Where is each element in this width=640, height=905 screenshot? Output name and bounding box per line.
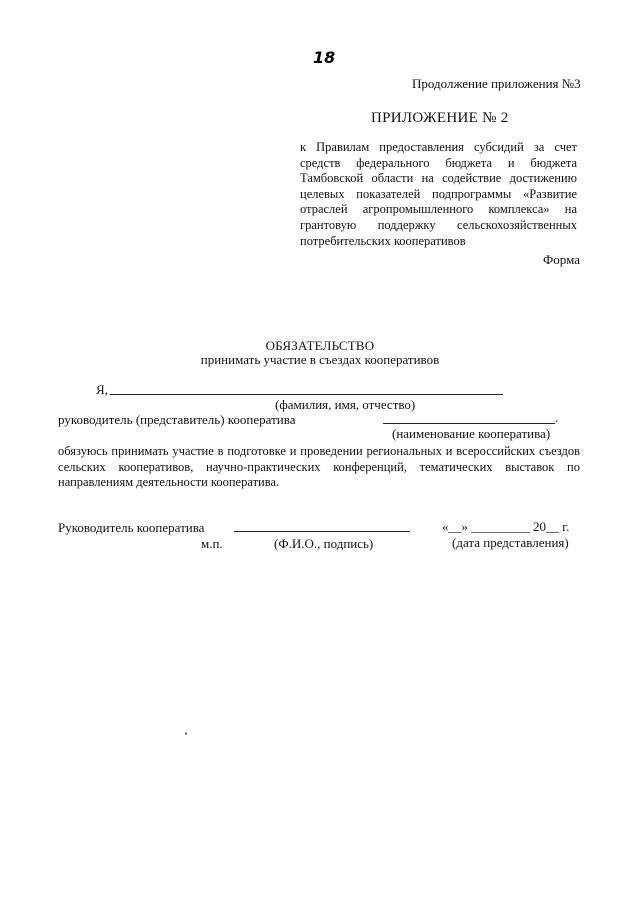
representative-label: руководитель (представитель) кооператива [58,412,296,427]
caption-cooperative-name: (наименование кооператива) [392,426,551,441]
caption-submission-date: (дата представления) [452,535,569,550]
seal-label: м.п. [201,536,223,551]
appendix-title: ПРИЛОЖЕНИЕ № 2 [371,110,509,126]
caption-fio: (фамилия, имя, отчество) [275,397,416,412]
fio-line [110,394,503,395]
scan-speck [185,732,187,735]
head-of-cooperative-label: Руководитель кооператива [58,520,205,535]
appendix-reference: к Правилам предоставления субсидий за счет средств федерального бюджета и бюджета Тамбовской области на содействие достижению целевых показателей подпрограммы «Развитие отраслей агропромышленного комплекса» на грантовую поддержку сельскохозяйственных потребительских кооперативов [300,140,577,248]
document-subtitle: принимать участие в съездах кооперативов [200,352,440,367]
caption-name-signature: (Ф.И.О., подпись) [274,536,374,551]
date-line: «__» _________ 20__ г. [442,519,570,534]
signature-line [234,531,410,532]
line-end-period: . [555,410,559,425]
form-label: Форма [543,252,580,267]
document-title: ОБЯЗАТЕЛЬСТВО [265,338,375,353]
ya-prefix: Я, [96,382,108,397]
continuation-label: Продолжение приложения №3 [412,76,581,91]
page-number: 18 [313,48,336,67]
cooperative-name-line [383,423,555,424]
obligation-text: обязуюсь принимать участие в подготовке и проведении региональных и всероссийских съездов сельских кооперативов, научно-практических конференций, тематических выставок по направлениям деятельности кооператива. [58,444,580,490]
